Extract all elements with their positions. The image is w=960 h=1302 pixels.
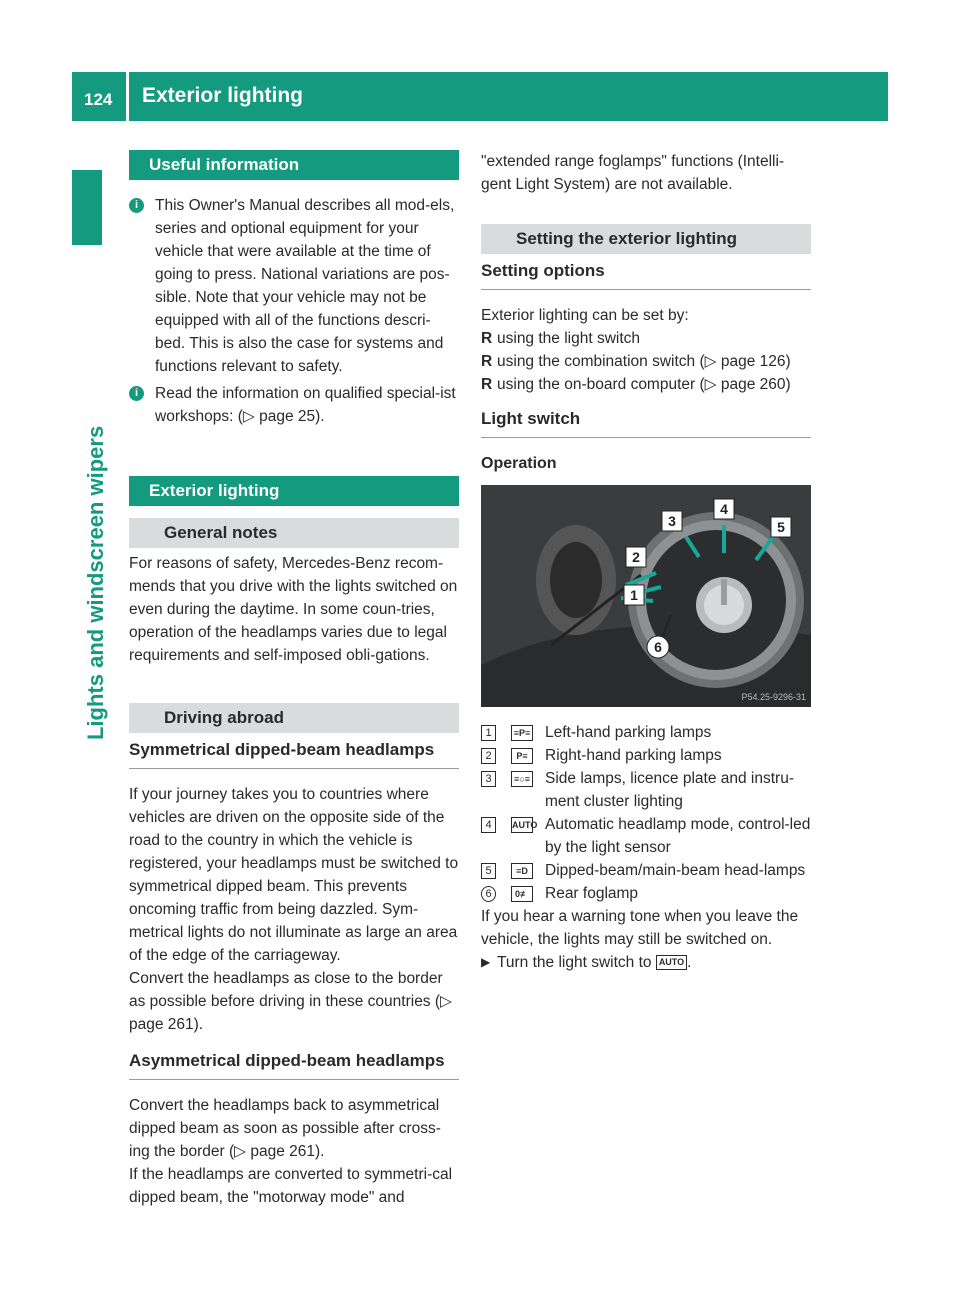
info-icon: i: [129, 386, 144, 401]
legend-item: [481, 721, 811, 744]
auto-headlamp-icon: AUTO: [511, 817, 533, 833]
legend-number: 3: [481, 771, 496, 787]
legend-text: Dipped-beam/main-beam head-lamps: [545, 862, 806, 879]
useful-info-heading: Useful information: [129, 150, 459, 180]
legend-item: [481, 767, 811, 813]
legend-number: 2: [481, 748, 496, 764]
callout-1: [624, 585, 644, 605]
legend-text: Right-hand parking lamps: [545, 747, 722, 764]
info-icon: i: [129, 198, 144, 213]
callout-6: [647, 636, 669, 658]
symmetrical-heading: Symmetrical dipped-beam headlamps: [129, 739, 459, 769]
option-item[interactable]: [481, 350, 811, 373]
light-switch-heading: Light switch: [481, 408, 811, 438]
info-note-2: [129, 382, 459, 428]
svg-text:5: 5: [777, 519, 785, 535]
legend-item: [481, 859, 811, 882]
exterior-lighting-heading: Exterior lighting: [129, 476, 459, 506]
legend-number: 5: [481, 863, 496, 879]
page-number: 124: [84, 90, 113, 109]
bullet-icon: R: [481, 376, 493, 393]
svg-text:2: 2: [632, 549, 640, 565]
left-column: [129, 150, 459, 1209]
header-divider: [126, 72, 129, 121]
option-text: using the combination switch (▷ page 126): [497, 353, 791, 370]
page-header: [72, 72, 888, 121]
asymmetrical-heading: Asymmetrical dipped-beam headlamps: [129, 1050, 459, 1080]
setting-options-heading: Setting options: [481, 260, 811, 290]
callout-2: [626, 547, 646, 567]
action-step: [481, 951, 811, 974]
general-notes-text: For reasons of safety, Mercedes-Benz recom-mends that you drive with the lights switched on even during the daytime. In some coun-tries, operation of the headlamps varies due to legal requirements and self-imposed obli-gations.: [129, 555, 458, 664]
legend-number: 6: [481, 886, 496, 902]
callout-5: [771, 517, 791, 537]
page-title: Exterior lighting: [142, 84, 304, 107]
light-switch-figure: [481, 485, 811, 707]
legend-item: [481, 744, 811, 767]
figure-code: P54.25-9296-31: [741, 692, 806, 702]
option-item[interactable]: [481, 373, 811, 396]
legend-number: 4: [481, 817, 496, 833]
options-intro: Exterior lighting can be set by:: [481, 307, 689, 324]
side-lamps-icon: ≡○≡: [511, 771, 533, 787]
bullet-icon: R: [481, 330, 493, 347]
legend-number: 1: [481, 725, 496, 741]
warning-text: If you hear a warning tone when you leave the vehicle, the lights may still be switched on.: [481, 908, 799, 948]
asymmetrical-text-2: If the headlamps are converted to symmetri-cal dipped beam, the "motorway mode" and: [129, 1166, 453, 1206]
option-text: using the light switch: [497, 330, 641, 347]
driving-abroad-heading: Driving abroad: [129, 703, 459, 733]
callout-4: [714, 499, 734, 519]
option-item: [481, 327, 811, 350]
action-text: Turn the light switch to: [497, 954, 652, 971]
legend-item: [481, 813, 811, 859]
setting-heading: Setting the exterior lighting: [481, 224, 811, 254]
info-note-1-text: This Owner's Manual describes all mod-els, series and optional equipment for your vehicle that were available at the time of going to press. National variations are pos-sible. Note that your vehicle may not be equipped with all of the functions descri-bed. This is also the case for systems and functions relevant to safety.: [155, 197, 455, 375]
legend-text: Rear foglamp: [545, 885, 639, 902]
dipped-beam-icon: ≡D: [511, 863, 533, 879]
option-text: using the on-board computer (▷ page 260): [497, 376, 791, 393]
bullet-icon: R: [481, 353, 493, 370]
action-arrow-icon: ▶: [481, 955, 491, 969]
legend-text: Automatic headlamp mode, control-led by the light sensor: [545, 816, 811, 856]
info-note-2-text[interactable]: Read the information on qualified special-ist workshops: (▷ page 25).: [155, 385, 456, 425]
auto-symbol-icon: AUTO: [656, 955, 687, 970]
right-parking-lamp-icon: P≡: [511, 748, 533, 764]
operation-heading: Operation: [481, 455, 557, 472]
symmetrical-text-2[interactable]: Convert the headlamps as close to the border as possible before driving in these countries (▷ page 261).: [129, 970, 452, 1033]
general-notes-heading: General notes: [129, 518, 459, 548]
continued-text: "extended range foglamps" functions (Intelli-gent Light System) are not available.: [481, 153, 785, 193]
legend-item: [481, 882, 811, 905]
asymmetrical-text-1[interactable]: Convert the headlamps back to asymmetrical dipped beam as soon as possible after cross-ing the border (▷ page 261).: [129, 1097, 441, 1160]
legend-text: Left-hand parking lamps: [545, 724, 712, 741]
right-column: [481, 150, 811, 974]
left-parking-lamp-icon: ≡P≡: [511, 725, 533, 741]
svg-text:1: 1: [630, 587, 638, 603]
svg-text:6: 6: [654, 639, 662, 655]
info-note-1: [129, 194, 459, 378]
svg-text:3: 3: [668, 513, 676, 529]
callout-3: [662, 511, 682, 531]
svg-text:4: 4: [720, 501, 728, 517]
chapter-label-text: Lights and windscreen wipers: [83, 425, 108, 740]
action-end: .: [687, 954, 692, 971]
legend-text: Side lamps, licence plate and instru-ment cluster lighting: [545, 770, 794, 810]
rear-foglamp-icon: 0≢: [511, 886, 533, 902]
chapter-tab: [72, 170, 102, 245]
light-switch-illustration: [481, 485, 811, 707]
symmetrical-text-1: If your journey takes you to countries where vehicles are driven on the opposite side of the road to the country in which the vehicle is registered, your headlamps must be switched to symmetrical dipped beam. This prevents oncoming traffic from being dazzled. Sym-metrical lights do not illuminate as large an area of the edge of the carriageway.: [129, 786, 459, 964]
